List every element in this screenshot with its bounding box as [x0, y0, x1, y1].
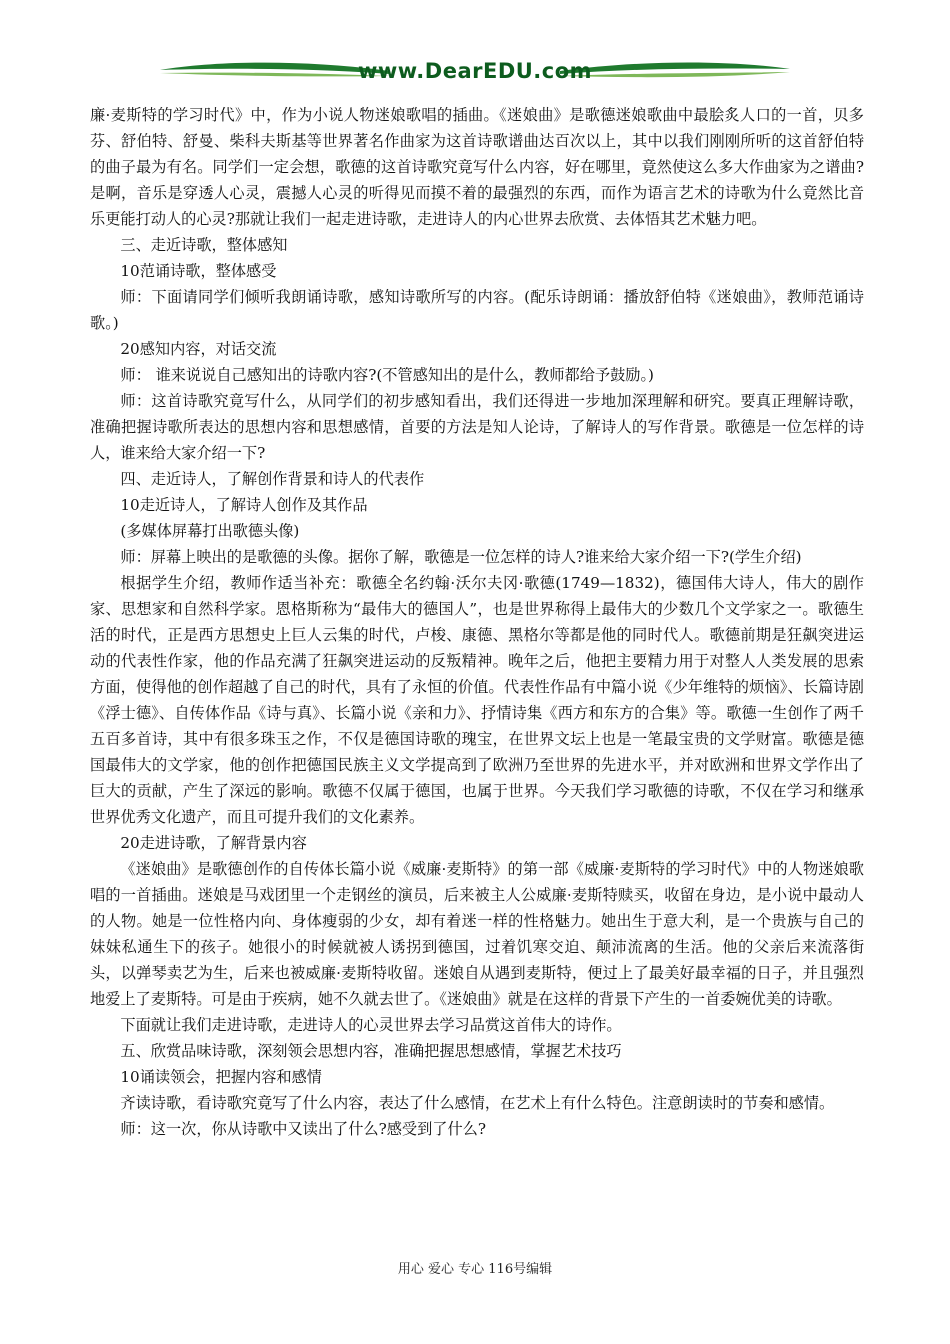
- paragraph: 师： 谁来说说自己感知出的诗歌内容?(不管感知出的是什么，教师都给予鼓励。): [120, 366, 654, 384]
- paragraph: 下面就让我们走进诗歌，走进诗人的心灵世界去学习品赏这首伟大的诗作。: [120, 1016, 622, 1034]
- paragraph: (多媒体屏幕打出歌德头像): [120, 522, 300, 540]
- paragraph: 廉·麦斯特的学习时代》中，作为小说人物迷娘歌唱的插曲。《迷娘曲》是歌德迷娘歌曲中最脍炙人口的一首，贝多芬、舒伯特、舒曼、柴科夫斯基等世界著名作曲家为这首诗歌谱曲达百次以上，其中以我们刚刚所听的这首舒伯特的曲子最为有名。同学们一定会想，歌德的这首诗歌究竟写什么内容，好在哪里，竟然使这么多大作曲家为之谱曲?是啊，音乐是穿透人心灵，震撼人心灵的听得见而摸不着的最强烈的东西，而作为语言艺术的诗歌为什么竟然比音乐更能打动人的心灵?那就让我们一起走进诗歌，走进诗人的内心世界去欣赏、去体悟其艺术魅力吧。: [90, 106, 864, 228]
- page-footer: 用心 爱心 专心 116号编辑: [397, 1262, 553, 1277]
- paragraph: 五、欣赏品味诗歌，深刻领会思想内容，准确把握思想感情，掌握艺术技巧: [120, 1042, 622, 1060]
- paragraph: 三、走近诗歌，整体感知: [120, 236, 288, 254]
- paragraph: 师：这一次，你从诗歌中又读出了什么?感受到了什么?: [120, 1120, 486, 1138]
- paragraph: 师：下面请同学们倾听我朗诵诗歌，感知诗歌所写的内容。(配乐诗朗诵：播放舒伯特《迷娘曲》，教师范诵诗歌。): [90, 288, 864, 332]
- site-title[interactable]: www.DearEDU.com: [357, 59, 593, 83]
- paragraph: 10范诵诗歌，整体感受: [120, 262, 277, 280]
- paragraph: 四、走近诗人，了解创作背景和诗人的代表作: [120, 470, 425, 488]
- paragraph: 《迷娘曲》是歌德创作的自传体长篇小说《威廉·麦斯特》的第一部《威廉·麦斯特的学习时代》中的人物迷娘歌唱的一首插曲。迷娘是马戏团里一个走钢丝的演员，后来被主人公威廉·麦斯特赎买，收留在身边，是小说中最动人的人物。她是一位性格内向、身体瘦弱的少女，却有着迷一样的性格魅力。她出生于意大利，是一个贵族与自己的妹妹私通生下的孩子。她很小的时候就被人诱拐到德国，过着饥寒交迫、颠沛流离的生活。他的父亲后来流落街头，以弹琴卖艺为生，后来也被威廉·麦斯特收留。迷娘自从遇到麦斯特，便过上了最美好最幸福的日子，并且强烈地爱上了麦斯特。可是由于疾病，她不久就去世了。《迷娘曲》就是在这样的背景下产生的一首委婉优美的诗歌。: [90, 860, 864, 1008]
- paragraph: 10走近诗人，了解诗人创作及其作品: [120, 496, 368, 514]
- paragraph: 齐读诗歌，看诗歌究竟写了什么内容，表达了什么感情，在艺术上有什么特色。注意朗读时的节奏和感情。: [120, 1094, 835, 1112]
- document-body: [90, 102, 864, 1142]
- paragraph: 师：屏幕上映出的是歌德的头像。据你了解，歌德是一位怎样的诗人?谁来给大家介绍一下?(学生介绍): [120, 548, 802, 566]
- paragraph: 师：这首诗歌究竟写什么，从同学们的初步感知看出，我们还得进一步地加深理解和研究。要真正理解诗歌，准确把握诗歌所表达的思想内容和思想感情，首要的方法是知人论诗，了解诗人的写作背景。歌德是一位怎样的诗人，谁来给大家介绍一下?: [90, 392, 864, 462]
- paragraph: 20感知内容，对话交流: [120, 340, 277, 358]
- site-header: [160, 56, 790, 96]
- paragraph: 根据学生介绍，教师作适当补充：歌德全名约翰·沃尔夫冈·歌德(1749—1832)，德国伟大诗人，伟大的剧作家、思想家和自然科学家。恩格斯称为“最伟大的德国人”，也是世界称得上最伟大的少数几个文学家之一。歌德生活的时代，正是西方思想史上巨人云集的时代，卢梭、康德、黑格尔等都是他的同时代人。歌德前期是狂飙突进运动的代表性作家，他的作品充满了狂飙突进运动的反叛精神。晚年之后，他把主要精力用于对整人人类发展的思索方面，使得他的创作超越了自己的时代，具有了永恒的价值。代表性作品有中篇小说《少年维特的烦恼》、长篇诗剧《浮士德》、自传体作品《诗与真》、长篇小说《亲和力》、抒情诗集《西方和东方的合集》等。歌德一生创作了两千五百多首诗，其中有很多珠玉之作，不仅是德国诗歌的瑰宝，在世界文坛上也是一笔最宝贵的文学财富。歌德是德国最伟大的文学家，他的创作把德国民族主义文学提高到了欧洲乃至世界的先进水平，并对欧洲和世界文学作出了巨大的贡献，产生了深远的影响。歌德不仅属于德国，也属于世界。今天我们学习歌德的诗歌，不仅在学习和继承世界优秀文化遗产，而且可提升我们的文化素养。: [90, 574, 864, 826]
- paragraph: 20走进诗歌，了解背景内容: [120, 834, 307, 852]
- paragraph: 10诵读领会，把握内容和感情: [120, 1068, 322, 1086]
